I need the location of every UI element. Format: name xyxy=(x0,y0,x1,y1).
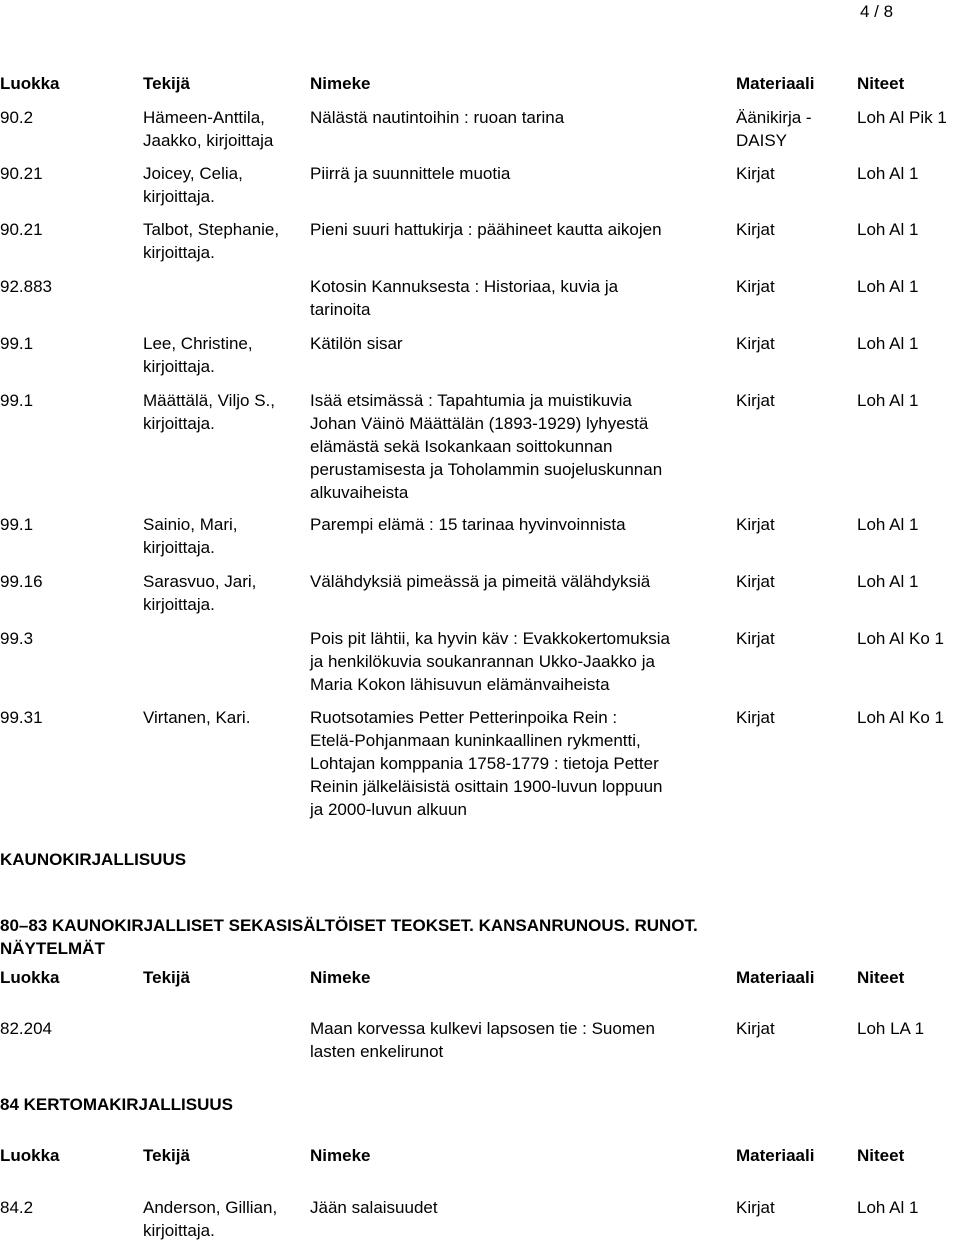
section-heading-84: 84 KERTOMAKIRJALLISUUS xyxy=(0,1095,233,1114)
cell-niteet: Loh Al Ko 1 xyxy=(857,629,944,648)
header-luokka: Luokka xyxy=(0,74,60,93)
cell-materiaali xyxy=(736,332,851,355)
cell-tekija-line: Jaakko, kirjoittaja xyxy=(143,131,274,150)
cell-nimeke-line: Isää etsimässä : Tapahtumia ja muistikuvia xyxy=(310,391,632,410)
header-nimeke: Nimeke xyxy=(310,968,371,987)
cell-luokka: 99.1 xyxy=(0,515,34,534)
cell-tekija xyxy=(143,162,305,208)
cell-tekija xyxy=(143,570,305,616)
cell-nimeke xyxy=(310,106,730,129)
cell-tekija-line: kirjoittaja. xyxy=(143,243,215,262)
cell-tekija-line: Määttälä, Viljo S., xyxy=(143,391,275,410)
cell-materiaali-line: Kirjat xyxy=(736,515,775,534)
page-number: 4 / 8 xyxy=(860,2,894,21)
cell-materiaali-line: Kirjat xyxy=(736,334,775,353)
cell-nimeke-line: Kätilön sisar xyxy=(310,334,403,353)
cell-materiaali-line: Kirjat xyxy=(736,708,775,727)
cell-nimeke-line: Johan Väinö Määttälän (1893-1929) lyhyestä xyxy=(310,414,649,433)
cell-materiaali-line: Kirjat xyxy=(736,572,775,591)
cell-tekija-line: Talbot, Stephanie, xyxy=(143,220,280,239)
header-nimeke: Nimeke xyxy=(310,74,371,93)
cell-tekija xyxy=(143,706,305,729)
cell-tekija-line: Lee, Christine, xyxy=(143,334,253,353)
cell-tekija-line: Joicey, Celia, xyxy=(143,164,243,183)
cell-niteet: Loh Al Pik 1 xyxy=(857,108,947,127)
header-niteet: Niteet xyxy=(857,74,905,93)
cell-nimeke-line: lasten enkelirunot xyxy=(310,1042,444,1061)
cell-luokka: 99.16 xyxy=(0,572,43,591)
cell-tekija-line: Virtanen, Kari. xyxy=(143,708,251,727)
cell-materiaali-line: Kirjat xyxy=(736,391,775,410)
cell-nimeke xyxy=(310,218,730,241)
cell-luokka: 90.2 xyxy=(0,108,34,127)
cell-nimeke-line: elämästä sekä Isokankaan soittokunnan xyxy=(310,437,613,456)
header-materiaali: Materiaali xyxy=(736,74,815,93)
cell-materiaali xyxy=(736,706,851,729)
cell-luokka: 84.2 xyxy=(0,1198,34,1217)
cell-tekija-line: kirjoittaja. xyxy=(143,357,215,376)
header-tekija: Tekijä xyxy=(143,968,190,987)
cell-luokka: 82.204 xyxy=(0,1019,52,1038)
cell-materiaali-line: Kirjat xyxy=(736,1019,775,1038)
cell-tekija-line: Hämeen-Anttila, xyxy=(143,108,265,127)
cell-nimeke xyxy=(310,627,730,696)
cell-materiaali xyxy=(736,627,851,650)
cell-materiaali-line: Kirjat xyxy=(736,629,775,648)
cell-nimeke xyxy=(310,389,730,504)
cell-nimeke-line: Piirrä ja suunnittele muotia xyxy=(310,164,511,183)
cell-luokka: 99.31 xyxy=(0,708,43,727)
cell-materiaali xyxy=(736,218,851,241)
cell-nimeke-line: Reinin jälkeläisistä osittain 1900-luvun loppuun xyxy=(310,777,663,796)
cell-niteet: Loh Al Ko 1 xyxy=(857,708,944,727)
cell-tekija-line: kirjoittaja. xyxy=(143,414,215,433)
cell-tekija-line: Sarasvuo, Jari, xyxy=(143,572,257,591)
cell-niteet: Loh LA 1 xyxy=(857,1019,925,1038)
cell-nimeke xyxy=(310,1196,730,1219)
cell-materiaali-line: Äänikirja - xyxy=(736,108,812,127)
header-tekija: Tekijä xyxy=(143,1146,190,1165)
cell-niteet: Loh Al 1 xyxy=(857,515,919,534)
section-heading-80-83 xyxy=(0,914,698,960)
cell-nimeke-line: ja 2000-luvun alkuun xyxy=(310,800,467,819)
header-tekija: Tekijä xyxy=(143,74,190,93)
cell-nimeke xyxy=(310,570,730,593)
cell-luokka: 99.3 xyxy=(0,629,34,648)
cell-nimeke xyxy=(310,162,730,185)
cell-nimeke-line: Etelä-Pohjanmaan kuninkaallinen rykmentti, xyxy=(310,731,641,750)
cell-nimeke xyxy=(310,1017,730,1063)
section-heading-line: NÄYTELMÄT xyxy=(0,939,105,958)
cell-nimeke-line: alkuvaiheista xyxy=(310,483,409,502)
cell-tekija xyxy=(143,332,305,378)
section-heading-line: 80–83 KAUNOKIRJALLISET SEKASISÄLTÖISET TEOKSET. KANSANRUNOUS. RUNOT. xyxy=(0,916,698,935)
header-niteet: Niteet xyxy=(857,1146,905,1165)
cell-materiaali xyxy=(736,513,851,536)
cell-tekija-line: Anderson, Gillian, xyxy=(143,1198,278,1217)
cell-materiaali xyxy=(736,275,851,298)
cell-luokka: 99.1 xyxy=(0,334,34,353)
cell-nimeke-line: Pois pit lähtii, ka hyvin käv : Evakkokertomuksia xyxy=(310,629,670,648)
header-luokka: Luokka xyxy=(0,1146,60,1165)
cell-materiaali xyxy=(736,570,851,593)
cell-nimeke-line: ja henkilökuvia soukanrannan Ukko-Jaakko ja xyxy=(310,652,655,671)
cell-nimeke-line: tarinoita xyxy=(310,300,371,319)
cell-nimeke xyxy=(310,513,730,536)
cell-nimeke-line: Parempi elämä : 15 tarinaa hyvinvoinnista xyxy=(310,515,626,534)
header-nimeke: Nimeke xyxy=(310,1146,371,1165)
cell-luokka: 90.21 xyxy=(0,220,43,239)
cell-materiaali xyxy=(736,1017,851,1040)
cell-nimeke-line: Nälästä nautintoihin : ruoan tarina xyxy=(310,108,565,127)
header-materiaali: Materiaali xyxy=(736,1146,815,1165)
header-luokka: Luokka xyxy=(0,968,60,987)
cell-nimeke-line: Pieni suuri hattukirja : päähineet kautta aikojen xyxy=(310,220,662,239)
cell-luokka: 99.1 xyxy=(0,391,34,410)
cell-tekija-line: kirjoittaja. xyxy=(143,1221,215,1240)
cell-tekija xyxy=(143,106,305,152)
cell-niteet: Loh Al 1 xyxy=(857,1198,919,1217)
cell-niteet: Loh Al 1 xyxy=(857,572,919,591)
cell-nimeke xyxy=(310,332,730,355)
cell-materiaali-line: Kirjat xyxy=(736,277,775,296)
cell-luokka: 92.883 xyxy=(0,277,52,296)
cell-niteet: Loh Al 1 xyxy=(857,334,919,353)
cell-nimeke-line: Ruotsotamies Petter Petterinpoika Rein : xyxy=(310,708,618,727)
cell-niteet: Loh Al 1 xyxy=(857,220,919,239)
cell-tekija xyxy=(143,1196,305,1242)
cell-nimeke-line: Maria Kokon lähisuvun elämänvaiheista xyxy=(310,675,610,694)
cell-tekija-line: kirjoittaja. xyxy=(143,595,215,614)
cell-tekija xyxy=(143,513,305,559)
cell-nimeke-line: Jään salaisuudet xyxy=(310,1198,438,1217)
cell-tekija xyxy=(143,218,305,264)
cell-niteet: Loh Al 1 xyxy=(857,164,919,183)
section-heading-kaunokirjallisuus: KAUNOKIRJALLISUUS xyxy=(0,850,187,869)
cell-tekija-line: kirjoittaja. xyxy=(143,187,215,206)
cell-materiaali-line: Kirjat xyxy=(736,164,775,183)
cell-nimeke-line: perustamisesta ja Toholammin suojeluskunnan xyxy=(310,460,663,479)
header-materiaali: Materiaali xyxy=(736,968,815,987)
cell-tekija xyxy=(143,389,305,435)
cell-niteet: Loh Al 1 xyxy=(857,391,919,410)
cell-materiaali-line: Kirjat xyxy=(736,220,775,239)
cell-nimeke xyxy=(310,706,730,821)
cell-nimeke-line: Maan korvessa kulkevi lapsosen tie : Suomen xyxy=(310,1019,655,1038)
cell-materiaali xyxy=(736,389,851,412)
cell-nimeke xyxy=(310,275,730,321)
cell-materiaali-line: DAISY xyxy=(736,131,788,150)
cell-nimeke-line: Lohtajan komppania 1758-1779 : tietoja Petter xyxy=(310,754,659,773)
cell-materiaali xyxy=(736,1196,851,1219)
cell-nimeke-line: Välähdyksiä pimeässä ja pimeitä välähdyksiä xyxy=(310,572,651,591)
header-niteet: Niteet xyxy=(857,968,905,987)
cell-niteet: Loh Al 1 xyxy=(857,277,919,296)
cell-materiaali xyxy=(736,162,851,185)
cell-nimeke-line: Kotosin Kannuksesta : Historiaa, kuvia ja xyxy=(310,277,619,296)
cell-luokka: 90.21 xyxy=(0,164,43,183)
cell-materiaali xyxy=(736,106,851,152)
cell-tekija-line: kirjoittaja. xyxy=(143,538,215,557)
cell-materiaali-line: Kirjat xyxy=(736,1198,775,1217)
cell-tekija-line: Sainio, Mari, xyxy=(143,515,238,534)
